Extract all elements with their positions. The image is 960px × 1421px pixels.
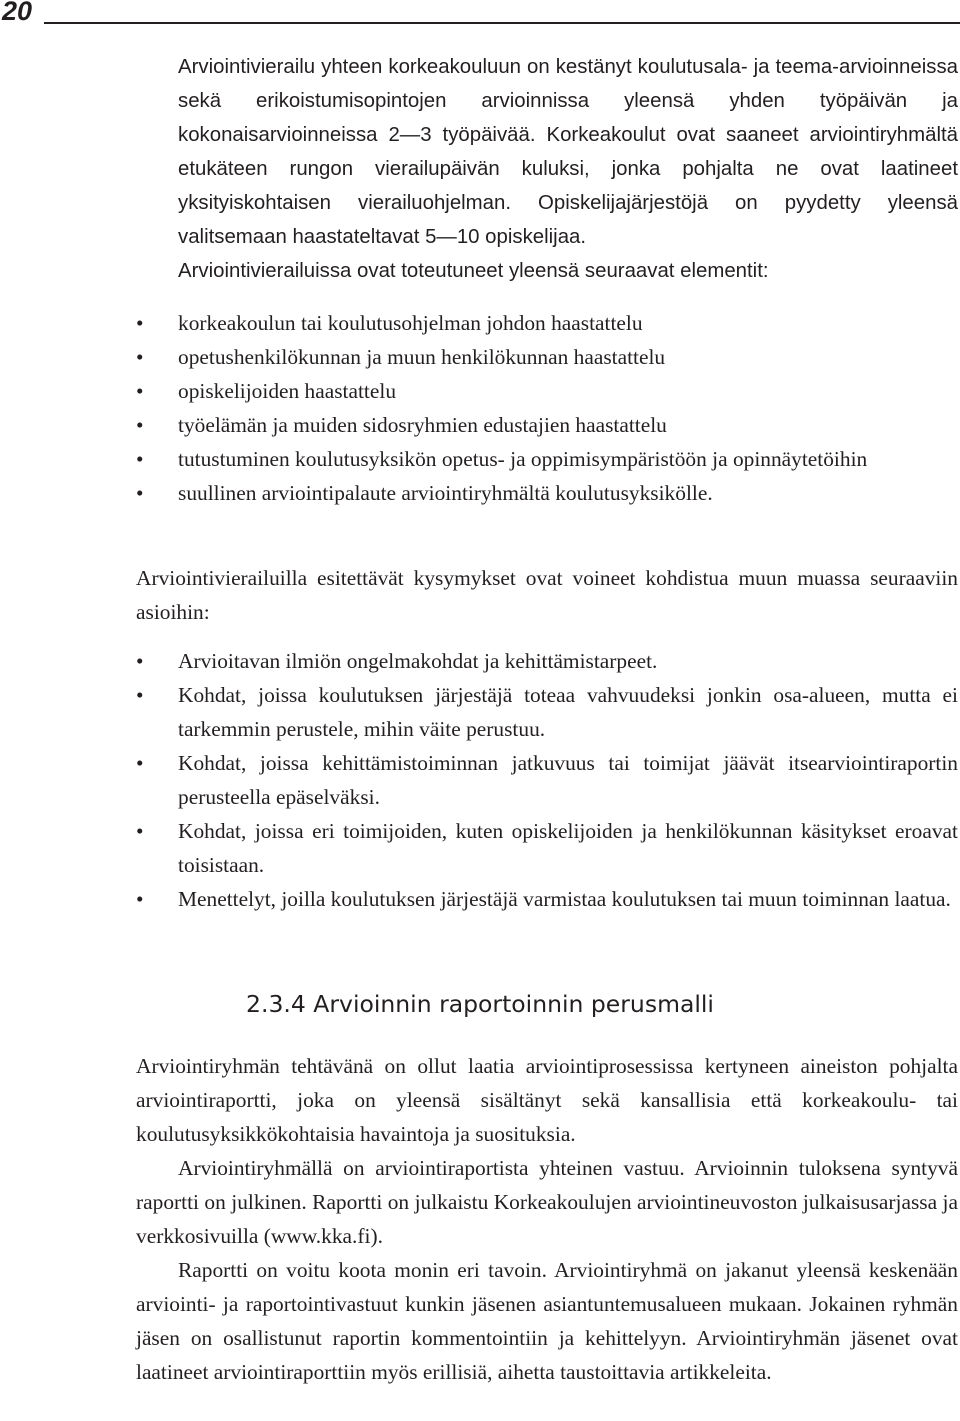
section-paragraph: Arviointiryhmän tehtävänä on ollut laatia arviointiprosessissa kertyneen aineiston pohjalta arviointiraportti, joka on yleensä sisältänyt sekä kansallisia että korkeakoulu- tai koulutusyksikkökohtaisia havaintoja ja suosituksia.	[136, 1054, 958, 1146]
questions-list	[136, 644, 958, 916]
list-item: • Arvioitavan ilmiön ongelmakohdat ja kehittämistarpeet.	[136, 644, 958, 678]
list-item: • suullinen arviointipalaute arviointiryhmältä koulutusyksikölle.	[136, 476, 958, 510]
bullet-icon: •	[136, 447, 144, 471]
bullet-icon: •	[136, 413, 144, 437]
page-number: 20	[2, 0, 33, 26]
questions-intro-paragraph: Arviointivierailuilla esitettävät kysymykset ovat voineet kohdistua muun muassa seuraaviin asioihin:	[136, 566, 958, 624]
section-paragraph: Arviointiryhmällä on arviointiraportista yhteinen vastuu. Arvioinnin tuloksena syntyvä raportti on julkinen. Raportti on julkaistu Korkeakoulujen arviointineuvoston julkaisusarjassa ja verkkosivuilla (www.kka.fi).	[136, 1156, 958, 1248]
bullet-icon: •	[136, 683, 144, 707]
list-item: • Kohdat, joissa kehittämistoiminnan jatkuvuus tai toimijat jäävät itsearviointiraportin perusteella epäselväksi.	[136, 746, 958, 814]
bullet-icon: •	[136, 887, 144, 911]
elements-list	[136, 306, 958, 510]
list-item: • tutustuminen koulutusyksikön opetus- ja oppimisympäristöön ja opinnäytetöihin	[136, 442, 958, 476]
intro-section	[178, 50, 958, 288]
bullet-icon: •	[136, 379, 144, 403]
section-heading: 2.3.4 Arvioinnin raportoinnin perusmalli	[246, 990, 714, 1018]
list-item: • Kohdat, joissa koulutuksen järjestäjä toteaa vahvuudeksi jonkin osa-alueen, mutta ei tarkemmin perustele, mihin väite perustuu.	[136, 678, 958, 746]
bullet-icon: •	[136, 345, 144, 369]
intro-paragraph: Arviointivierailu yhteen korkeakouluun on kestänyt koulutusala- ja teema-arvioinneissa sekä erikoistumisopintojen arvioinnissa yleensä yhden työpäivän ja kokonaisarvioinneissa 2—3 työpäivää. Korkeakoulut ovat saaneet arviointiryhmältä etukäteen rungon vierailupäivän kuluksi, jonka pohjalta ne ovat laatineet yksityiskohtaisen vierailuohjelman. Opiskelijajärjestöjä on pyydetty yleensä valitsemaan haastateltavat 5—10 opiskelijaa.	[178, 56, 958, 248]
bullet-icon: •	[136, 751, 144, 775]
questions-list-container	[136, 644, 958, 916]
list-item: • opetushenkilökunnan ja muun henkilökunnan haastattelu	[136, 340, 958, 374]
section-paragraph: Raportti on voitu koota monin eri tavoin. Arviointiryhmä on jakanut yleensä keskenään arviointi- ja raportointivastuut kunkin jäsenen asiantuntemusalueen mukaan. Jokainen ryhmän jäsen on osallistunut raportin kommentointiin ja kehittelyyn. Arviointiryhmän jäsenet ovat laatineet arviointiraporttiin myös erillisiä, aihetta taustoittavia artikkeleita.	[136, 1258, 958, 1384]
section-body	[136, 1049, 958, 1389]
header-rule	[44, 22, 960, 24]
bullet-icon: •	[136, 649, 144, 673]
bullet-icon: •	[136, 481, 144, 505]
list-item: • työelämän ja muiden sidosryhmien edustajien haastattelu	[136, 408, 958, 442]
elements-intro-paragraph: Arviointivierailuissa ovat toteutuneet yleensä seuraavat elementit:	[178, 260, 769, 282]
list-item: • opiskelijoiden haastattelu	[136, 374, 958, 408]
questions-intro-container	[136, 561, 958, 629]
elements-list-container	[136, 306, 958, 510]
list-item: • Menettelyt, joilla koulutuksen järjestäjä varmistaa koulutuksen tai muun toiminnan laatua.	[136, 882, 958, 916]
list-item: • korkeakoulun tai koulutusohjelman johdon haastattelu	[136, 306, 958, 340]
list-item: • Kohdat, joissa eri toimijoiden, kuten opiskelijoiden ja henkilökunnan käsitykset eroavat toisistaan.	[136, 814, 958, 882]
bullet-icon: •	[136, 819, 144, 843]
bullet-icon: •	[136, 311, 144, 335]
